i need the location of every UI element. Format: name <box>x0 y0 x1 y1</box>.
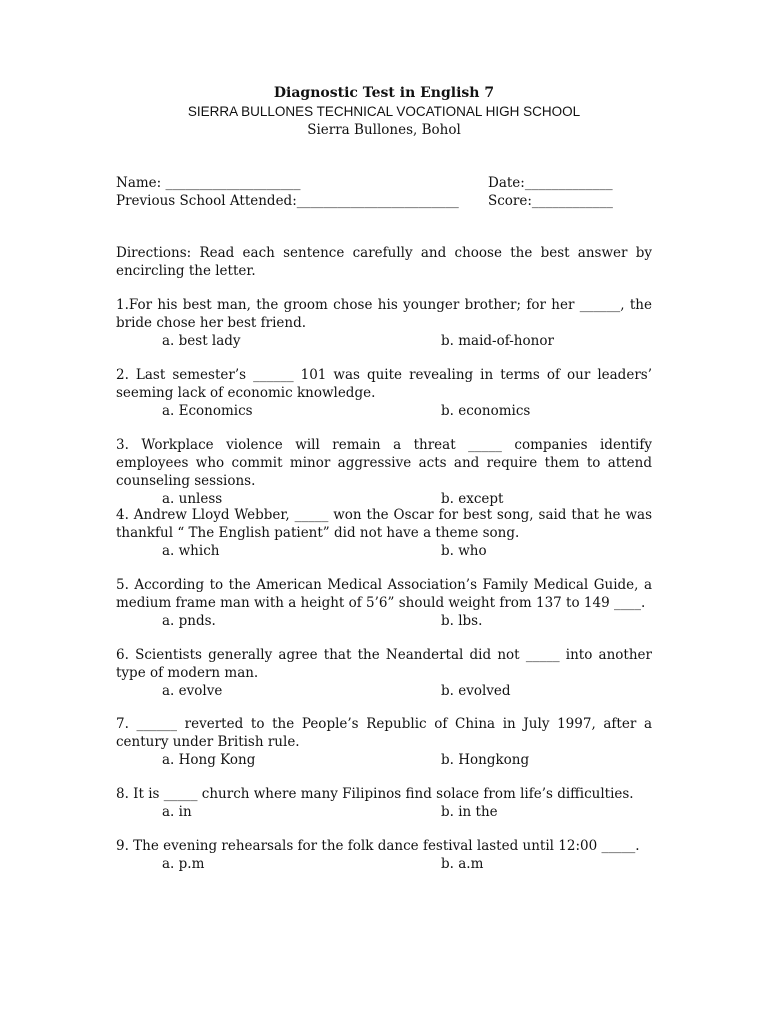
name-field: Name: ____________________ <box>116 175 301 191</box>
question-2 <box>116 366 652 420</box>
question-3 <box>116 436 652 508</box>
question-text: 7. ______ reverted to the People’s Republic of China in July 1997, after a century under British rule. <box>116 716 652 750</box>
answer-choices <box>116 855 652 873</box>
answer-choices <box>116 612 652 630</box>
choice-a[interactable]: a. Economics <box>162 403 253 419</box>
question-5 <box>116 576 652 630</box>
choice-a[interactable]: a. best lady <box>162 333 241 349</box>
answer-choices <box>116 332 652 350</box>
directions: Directions: Read each sentence carefully and choose the best answer by encircling the letter. <box>116 245 652 279</box>
test-title: Diagnostic Test in English 7 <box>273 85 495 101</box>
question-text: 6. Scientists generally agree that the Neandertal did not _____ into another type of modern man. <box>116 647 652 681</box>
choice-b[interactable]: b. except <box>441 491 504 507</box>
choice-b[interactable]: b. maid-of-honor <box>441 333 554 349</box>
school-location: Sierra Bullones, Bohol <box>307 122 461 138</box>
answer-choices <box>116 803 652 821</box>
question-text: 4. Andrew Lloyd Webber, _____ won the Oscar for best song, said that he was thankful “ The English patient” did not have a theme song. <box>116 507 652 541</box>
question-8 <box>116 785 652 821</box>
question-6 <box>116 646 652 700</box>
choice-b[interactable]: b. a.m <box>441 856 484 872</box>
question-text: 5. According to the American Medical Association’s Family Medical Guide, a medium frame man with a height of 5’6” should weight from 137 to 149 ____. <box>116 577 652 611</box>
answer-choices <box>116 542 652 560</box>
date-field: Date:_____________ <box>488 175 613 191</box>
question-1 <box>116 296 652 350</box>
choice-a[interactable]: a. evolve <box>162 683 223 699</box>
choice-a[interactable]: a. p.m <box>162 856 205 872</box>
school-name: SIERRA BULLONES TECHNICAL VOCATIONAL HIGH SCHOOL <box>187 104 581 119</box>
choice-b[interactable]: b. Hongkong <box>441 752 530 768</box>
question-text: 2. Last semester’s ______ 101 was quite revealing in terms of our leaders’ seeming lack of economic knowledge. <box>116 367 652 401</box>
question-4 <box>116 506 652 560</box>
choice-b[interactable]: b. economics <box>441 403 531 419</box>
choice-a[interactable]: a. unless <box>162 491 223 507</box>
question-text: 1.For his best man, the groom chose his younger brother; for her ______, the bride chose her best friend. <box>116 297 652 331</box>
choice-b[interactable]: b. in the <box>441 804 498 820</box>
answer-choices <box>116 682 652 700</box>
question-9 <box>116 837 652 873</box>
choice-a[interactable]: a. Hong Kong <box>162 752 256 768</box>
question-text: 3. Workplace violence will remain a threat _____ companies identify employees who commit minor aggressive acts and require them to attend counseling sessions. <box>116 437 652 489</box>
answer-choices <box>116 751 652 769</box>
answer-choices <box>116 402 652 420</box>
question-text: 8. It is _____ church where many Filipinos find solace from life’s difficulties. <box>116 786 634 802</box>
choice-a[interactable]: a. which <box>162 543 220 559</box>
choice-b[interactable]: b. evolved <box>441 683 511 699</box>
previous-school-field: Previous School Attended:________________________ <box>116 193 459 209</box>
choice-a[interactable]: a. pnds. <box>162 613 216 629</box>
question-7 <box>116 715 652 769</box>
choice-b[interactable]: b. who <box>441 543 487 559</box>
question-text: 9. The evening rehearsals for the folk dance festival lasted until 12:00 _____. <box>116 838 640 854</box>
choice-a[interactable]: a. in <box>162 804 192 820</box>
score-field: Score:____________ <box>488 193 613 209</box>
choice-b[interactable]: b. lbs. <box>441 613 483 629</box>
